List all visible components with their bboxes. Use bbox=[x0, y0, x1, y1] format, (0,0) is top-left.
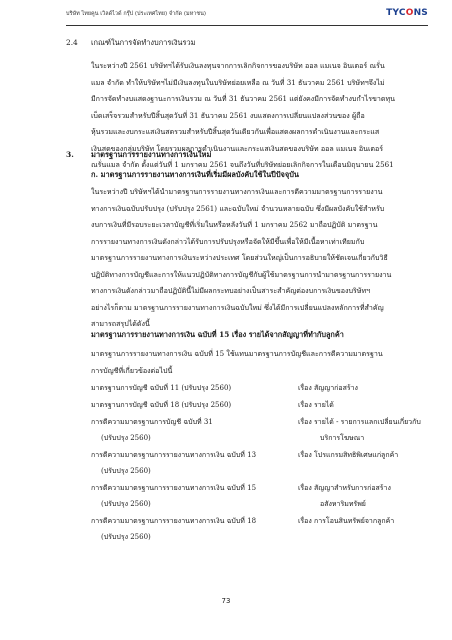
paragraph-line: ในระหว่างปี 2561 บริษัทฯได้รับเงินลงทุนจากการเลิกกิจการของบริษัท ออล แมเนจ อินเตอร์ ณรั่น bbox=[91, 61, 385, 70]
standard-name: มาตรฐานการบัญชี ฉบับที่ 18 (ปรับปรุง 2560) bbox=[91, 401, 232, 409]
standard-row bbox=[91, 450, 426, 466]
header-company-name: บริษัท ไทยคูน เวิลด์ไวด์ กรุ๊ป (ประเทศไทย) จำกัด (มหาชน) bbox=[66, 11, 206, 17]
standard-subject: เรื่อง โปรแกรมสิทธิพิเศษแก่ลูกค้า bbox=[298, 451, 399, 459]
paragraph-line: อย่างไรก็ตาม มาตรฐานการรายงานทางการเงินฉบับใหม่ ซึ่งได้มีการเปลี่ยนแปลงหลักการที่สำคัญ bbox=[91, 302, 384, 312]
standard-row-continuation bbox=[91, 433, 426, 449]
standard-row-continuation bbox=[91, 499, 426, 515]
paragraph-line: ปฏิบัติทางการบัญชีและการให้แนวปฏิบัติทางการบัญชีกับผู้ใช้มาตรฐานการนำมาตรฐานการรายงาน bbox=[91, 269, 392, 279]
standard-row-continuation bbox=[91, 532, 426, 548]
standard-subject: เรื่อง รายได้ bbox=[298, 401, 334, 409]
standard-name: การตีความมาตรฐานการรายงานทางการเงิน ฉบับที่ 13 bbox=[91, 451, 257, 459]
paragraph-line: มาตรฐานการรายงานทางการเงิน ฉบับที่ 15 ใช้แทนมาตรฐานการบัญชีและการตีความมาตรฐาน bbox=[91, 349, 383, 358]
paragraph-line: ทางการเงินดังกล่าวมาถือปฏิบัตินี้ไม่มีผลกระทบอย่างเป็นสาระสำคัญต่องบการเงินของบริษัทฯ bbox=[91, 286, 371, 295]
paragraph-line: มาตรฐานการรายงานทางการเงินระหว่างประเทศ โดยส่วนใหญ่เป็นการอธิบายให้ชัดเจนเกี่ยวกับวิธี bbox=[91, 253, 388, 262]
standard-revision: (ปรับปรุง 2560) bbox=[101, 434, 151, 442]
standard-row bbox=[91, 483, 426, 499]
standard-revision: (ปรับปรุง 2560) bbox=[101, 533, 151, 541]
section-3-paragraph bbox=[91, 184, 426, 333]
standard-name: การตีความมาตรฐานการบัญชี ฉบับที่ 31 bbox=[91, 418, 213, 426]
paragraph-line: เงินสดของกลุ่มบริษัท โดยรวมผลการดำเนินงานและกระแสเงินสดของบริษัท ออล แมเนจ อินเตอร์ bbox=[91, 143, 384, 153]
standard-subject: เรื่อง การโอนสินทรัพย์จากลูกค้า bbox=[298, 517, 395, 525]
page-number: 73 bbox=[221, 597, 231, 605]
standard-row-continuation bbox=[91, 466, 426, 482]
standard-revision: (ปรับปรุง 2560) bbox=[101, 500, 151, 508]
company-logo: TYCONS bbox=[386, 8, 428, 18]
paragraph-line: ในระหว่างปี บริษัทฯได้นำมาตรฐานการรายงานทางการเงินและการตีความมาตรฐานการรายงาน bbox=[91, 187, 383, 196]
standard-name: มาตรฐานการบัญชี ฉบับที่ 11 (ปรับปรุง 2560) bbox=[91, 384, 232, 392]
paragraph-line: ณรั่นแมล จำกัด ตั้งแต่วันที่ 1 มกราคม 2561 จนถึงวันที่บริษัทย่อยเลิกกิจการในเดือนมิถุนายน 2561 bbox=[91, 160, 394, 169]
section-title: เกณฑ์ในการจัดทำงบการเงินรวม bbox=[91, 38, 196, 47]
paragraph-line: มีการจัดทำงบแสดงฐานะการเงินรวม ณ วันที่ 31 ธันวาคม 2561 แต่ยังคงมีการจัดทำงบกำไรขาดทุน bbox=[91, 94, 396, 103]
section-number: 2.4 bbox=[66, 38, 78, 47]
section-title: มาตรฐานการรายงานทางการเงินใหม่ bbox=[91, 150, 212, 159]
standard-row bbox=[91, 383, 426, 399]
paragraph-line: การบัญชีที่เกี่ยวข้องต่อไปนี้ bbox=[91, 365, 173, 375]
tfrs15-paragraph bbox=[91, 346, 426, 379]
standard-name: การตีความมาตรฐานการรายงานทางการเงิน ฉบับที่ 15 bbox=[91, 484, 257, 492]
standard-subject: เรื่อง สัญญาก่อสร้าง bbox=[298, 384, 358, 392]
standard-row bbox=[91, 417, 426, 433]
paragraph-line: สามารถสรุปได้ดังนี้ bbox=[91, 319, 150, 328]
standard-subject: เรื่อง สัญญาสำหรับการก่อสร้าง bbox=[298, 484, 391, 492]
section-3a-heading: ก. มาตรฐานการรายงานทางการเงินที่เริ่มมีผลบังคับใช้ในปีปัจจุบัน bbox=[91, 170, 299, 179]
standard-revision: (ปรับปรุง 2560) bbox=[101, 467, 151, 475]
section-2-4-heading bbox=[66, 37, 195, 49]
page-header bbox=[66, 7, 428, 26]
paragraph-line: หุ้นรวมและงบกระแสเงินสดรวมสำหรับปีสิ้นสุดวันเดียวกันเพื่อแสดงผลการดำเนินงานและกระแส bbox=[91, 127, 380, 136]
standard-subject-continued: บริการโฆษณา bbox=[320, 434, 365, 442]
paragraph-line: ทางการเงินฉบับปรับปรุง (ปรับปรุง 2561) และฉบับใหม่ จำนวนหลายฉบับ ซึ่งมีผลบังคับใช้สำหรับ bbox=[91, 203, 385, 213]
tfrs15-heading: มาตรฐานการรายงานทางการเงิน ฉบับที่ 15 เรื่อง รายได้จากสัญญาที่ทำกับลูกค้า bbox=[91, 330, 344, 339]
section-3-heading bbox=[66, 149, 211, 161]
standard-subject-continued: อสังหาริมทรัพย์ bbox=[320, 500, 366, 508]
section-number: 3. bbox=[66, 150, 74, 159]
standard-row bbox=[91, 516, 426, 532]
paragraph-line: เบ็ดเสร็จรวมสำหรับปีสิ้นสุดวันที่ 31 ธันวาคม 2561 งบแสดงการเปลี่ยนแปลงส่วนของ ผู้ถือ bbox=[91, 110, 365, 120]
standard-subject: เรื่อง รายได้ - รายการแลกเปลี่ยนเกี่ยวกับ bbox=[298, 418, 421, 426]
paragraph-line: การรายงานทางการเงินดังกล่าวได้รับการปรับปรุงหรือจัดให้มีขึ้นเพื่อให้มีเนื้อหาเท่าเทียมกับ bbox=[91, 236, 365, 246]
paragraph-line: งบการเงินที่มีรอบระยะเวลาบัญชีที่เริ่มในหรือหลังวันที่ 1 มกราคม 2562 มาถือปฏิบัติ มาตรฐาน bbox=[91, 220, 378, 229]
standard-name: การตีความมาตรฐานการรายงานทางการเงิน ฉบับที่ 18 bbox=[91, 517, 257, 525]
standard-row bbox=[91, 400, 426, 416]
paragraph-line: แมล จำกัด ทำให้บริษัทฯไม่มีเงินลงทุนในบริษัทย่อยเหลือ ณ วันที่ 31 ธันวาคม 2561 บริษัทฯจึงไม่ bbox=[91, 77, 385, 87]
